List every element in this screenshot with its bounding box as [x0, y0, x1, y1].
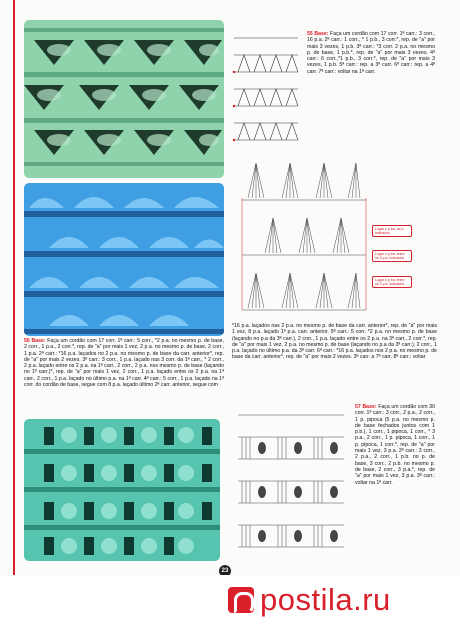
crochet-chart-57 — [232, 403, 350, 553]
pattern-55-number: 55 — [307, 31, 313, 37]
pattern-56-continued — [232, 323, 437, 361]
legend-note-1: Lugar o p.ba. na p. indicados — [372, 225, 412, 237]
pattern-57-number: 57 — [355, 404, 361, 410]
pattern-57-base-label: Base: — [362, 404, 377, 410]
pattern-57-instructions — [355, 404, 435, 486]
pattern-55-instructions — [307, 31, 435, 75]
brand-watermark[interactable] — [228, 582, 391, 618]
pattern-57-text: Faça um cordão com 30 corr. 1ª carr.: 3 corr., 2 p.a., 2 corr., 1 p. pipoca (5 p.a. no mesmo p. de base fechados juntos com 1 p.b.), 1 corr., 1 pipoca, 1 corr., * 3 p.a., 2 corr., 1 p. pipoca, 1 corr., 1 p. pipoca, 1 corr.*, rep. de "a" por mais 1 vez, 3 p.a. 2ª carr.: 3 corr., 2 p.a., 2 corr., 1 p.b. no p. de base, 3 corr., 2 p.b. no mesmo p. de base, 2 corr., 3 p.a.*, rep. de "a" por mais 1 vez, 3 p.a. 3ª carr.: voltar na 1ª carr. — [355, 404, 435, 486]
photo-sample-56-blue — [24, 183, 224, 336]
pattern-56-continued-text: *16 p.a. laçados nas 2 p.a. no mesmo p. de base da carr. anterior*, rep. de "a" por mais 1 vez, 8 p.a. laçado 1ª p.a. carr. anterior. 5ª carr.: 5 corr. *2 p.a. no mesmo p. de base (laçando no p.a da 3ª carr.), 2 corr., 1 p.a. laçado entre os 2 p.a. na 3ª carr., 2 corr.*, rep. de "a" por mais 1 vez, 2 p.a. no mesmo p. de base (laçando no p.a da 3ª carr.), 2 corr., 1 p.a. laçado no último p.a. da 3ª carr. 6ª carr.: *16 p.a. laçados nos 2 p.a. no mesmo p. de base da carr. anterior*, rep. de "a" por mais 2 vezes. 3ª carr. a 7ª carr. 8ª carr.: voltar — [232, 323, 437, 361]
pattern-55-text: Faça um cordão com 17 corr. 1ª carr.: 3 corr., 16 p.a. 2ª carr.: 1 corr., * 1 p.b., 3 corr.*, rep. de "a" por mais 3 vezes, 1 p.b. 3ª carr.: *3 corr. 2 p.a. no mesmo p. de base, 1 p.b.*, rep. de "a" por mais 3 vezes. 4ª carr.: 6 corr.,*1 p.b., 3 corr.*, rep. de "a" por mais 3 vezes, 1 p.b. 5ª carr.: rep. a 3ª carr. 6ª carr.: rep. a 4ª carr. 7ª carr.: voltar na 1ª carr. — [307, 31, 435, 75]
postila-logo-icon — [228, 587, 254, 613]
pattern-56-instructions — [24, 338, 224, 388]
red-margin-line — [13, 0, 15, 575]
pattern-56-base-label: Base: — [31, 338, 46, 344]
pattern-56-number: 56 — [24, 338, 30, 344]
legend-note-2: Lugar o p.ba. entre os 3 p.a. indicados — [372, 250, 412, 262]
photo-sample-57-teal — [24, 419, 220, 561]
pattern-56-text: Faça um cordão com 17 corr. 1ª carr.: 5 corr., *2 p.a. no mesmo p. de base, 2 corr., 1 p.a., 2 corr.*, rep. de "a" por mais 1 vez, 2 p.a. no mesmo p. de base, 2 corr., 1 p.a. 2ª carr.: *16 p.a. laçados no 2 p.a. no mesmo p. de base da carr. anterior*, rep. de "a" por mais 2 vezes. 3ª carr.: 3 corr., 1 p.a. laçado nas 3 corr. da 1ª carr., * 2 corr., 2 p.a. laçado entre os 2 p.a. na 1ª carr., 2 corr., 2 p.a. nos mesmo p. de base (laçando no 1ª carr.)*, rep. de "a" por mais 1 vez, 2 corr., 1 p.a. laçado entre os 2 p.a. na 1ª carr., 2 corr., 1 p.a. laçado no último p.a. na 1ª carr. 4ª carr.: 5 corr., 1 p.a. laçado na 1ª corr. do cordão de base, segue com 8 p.a. laçado último 2ª carr. anterior, segue com — [24, 338, 224, 389]
pattern-55-base-label: Base: — [314, 31, 329, 37]
photo-sample-55-green — [24, 20, 224, 178]
brand-text: postila.ru — [260, 582, 391, 617]
legend-note-3: Lugar o p.ba. entre os 3 p.a. indicados — [372, 276, 412, 288]
page-number: 23 — [219, 565, 231, 577]
crochet-chart-55 — [230, 28, 302, 146]
crochet-chart-56 — [238, 158, 368, 316]
